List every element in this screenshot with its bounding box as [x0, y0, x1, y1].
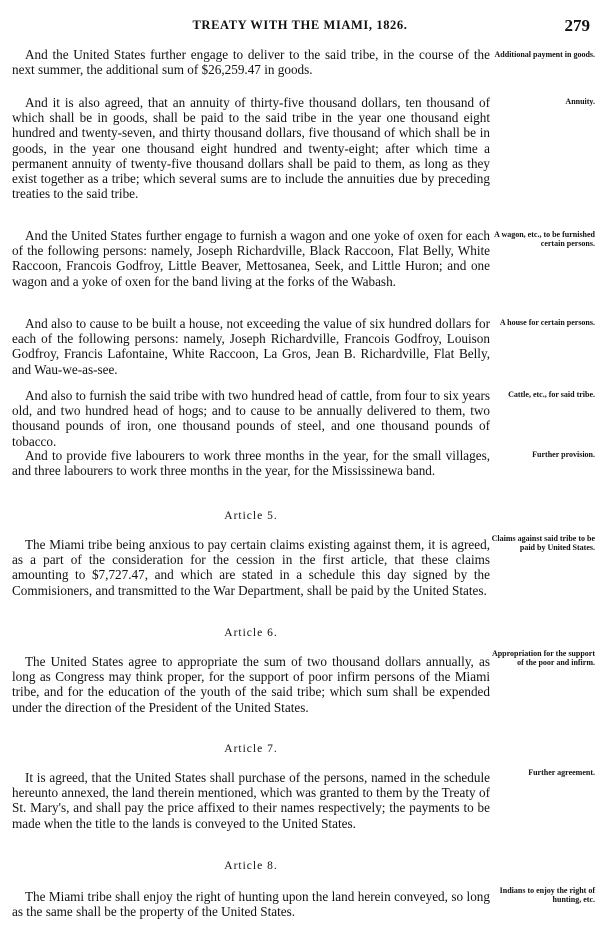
paragraph-cattle	[12, 388, 490, 449]
paragraph-wagon	[12, 228, 490, 289]
margin-note-hunting: Indians to enjoy the right of hunting, etc.	[499, 886, 595, 904]
paragraph-text: And also to cause to be built a house, not exceeding the value of six hundred dollars for each of the following persons: namely, Joseph Richardville, Francois Godfroy, Louison Godfroy, Francis Lafontaine, White Raccoon, La Gros, Jean B. Richardville, Flat Belly, and Wau-we-as-see.	[12, 316, 490, 377]
page-number: 279	[564, 16, 590, 35]
paragraph-annuity	[12, 95, 490, 201]
margin-note-house: A house for certain persons.	[499, 318, 595, 327]
margin-note-claims: Claims against said tribe to be paid by United States.	[491, 534, 595, 552]
paragraph-labourers	[12, 448, 490, 478]
page-header	[0, 18, 600, 38]
paragraph-hunting	[12, 889, 490, 919]
article-5-heading: Article 5.	[224, 510, 278, 522]
paragraph-text: And the United States further engage to deliver to the said tribe, in the course of the next summer, the additional sum of $26,259.47 in goods.	[12, 47, 490, 78]
margin-note-annuity: Annuity.	[565, 97, 595, 106]
margin-note-cattle: Cattle, etc., for said tribe.	[508, 390, 595, 399]
paragraph-text: The United States agree to appropriate the sum of two thousand dollars annually, as long as Congress may think proper, for the support of poor infirm persons of the Miami tribe, and for the education of the youth of the said tribe; which sum shall be expended under the direction of the President of the United States.	[12, 654, 490, 715]
paragraph-appropriation	[12, 654, 490, 715]
margin-note-wagon: A wagon, etc., to be furnished certain persons.	[494, 230, 595, 248]
paragraph-further-agreement	[12, 770, 490, 831]
paragraph-additional-goods	[12, 47, 490, 77]
article-8-heading: Article 8.	[224, 860, 278, 872]
paragraph-text: The Miami tribe shall enjoy the right of hunting upon the land herein conveyed, so long as the same shall be the property of the United States.	[12, 889, 490, 920]
paragraph-house	[12, 316, 490, 377]
running-title: TREATY WITH THE MIAMI, 1826.	[192, 18, 408, 32]
paragraph-text: And to provide five labourers to work three months in the year, for the small villages, and three labourers to work three months in the year, for the Mississinewa band.	[12, 448, 490, 479]
margin-note-further-agreement: Further agreement.	[528, 768, 595, 777]
margin-note-appropriation: Appropriation for the support of the poor and infirm.	[491, 649, 595, 667]
paragraph-text: And also to furnish the said tribe with two hundred head of cattle, from four to six years old, and two hundred head of hogs; and to cause to be annually delivered to them, two thousand pounds of iron, one thousand pounds of steel, and one thousand pounds of tobacco.	[12, 388, 490, 449]
paragraph-claims	[12, 537, 490, 598]
article-6-heading: Article 6.	[224, 627, 278, 639]
margin-note-further-provision: Further provision.	[532, 450, 595, 459]
article-7-heading: Article 7.	[224, 743, 278, 755]
paragraph-text: The Miami tribe being anxious to pay certain claims existing against them, it is agreed, as a part of the consideration for the cession in the first article, that these claims amounting to $7,727.47, and which are stated in a schedule this day signed by the Commisioners, and transmitted to the War Department, shall be paid by the United States.	[12, 537, 490, 598]
paragraph-text: It is agreed, that the United States shall purchase of the persons, named in the schedule hereunto annexed, the land therein mentioned, which was granted to them by the Treaty of St. Mary's, and shall pay the price affixed to their names respectively; the payments to be made when the title to the lands is conveyed to the United States.	[12, 770, 490, 831]
margin-note-additional-payment: Additional payment in goods.	[494, 50, 595, 59]
paragraph-text: And it is also agreed, that an annuity of thirty-five thousand dollars, ten thousand of which shall be in goods, shall be paid to the said tribe in the year one thousand eight hundred and twenty-seven, and thirty thousand dollars, five thousand of which shall be in goods, in the year one thousand eight hundred and twenty-eight; after which time a permanent annuity of twenty-five thousand dollars shall be paid to them, as long as they exist together as a tribe; which several sums are to include the annuities due by preceding treaties to the said tribe.	[12, 95, 490, 202]
paragraph-text: And the United States further engage to furnish a wagon and one yoke of oxen for each of the following persons: namely, Joseph Richardville, Black Raccoon, Flat Belly, White Raccoon, Francois Godfroy, Little Beaver, Mettosanea, Seek, and Little Huron; and one wagon and a yoke of oxen for the band living at the forks of the Wabash.	[12, 228, 490, 289]
